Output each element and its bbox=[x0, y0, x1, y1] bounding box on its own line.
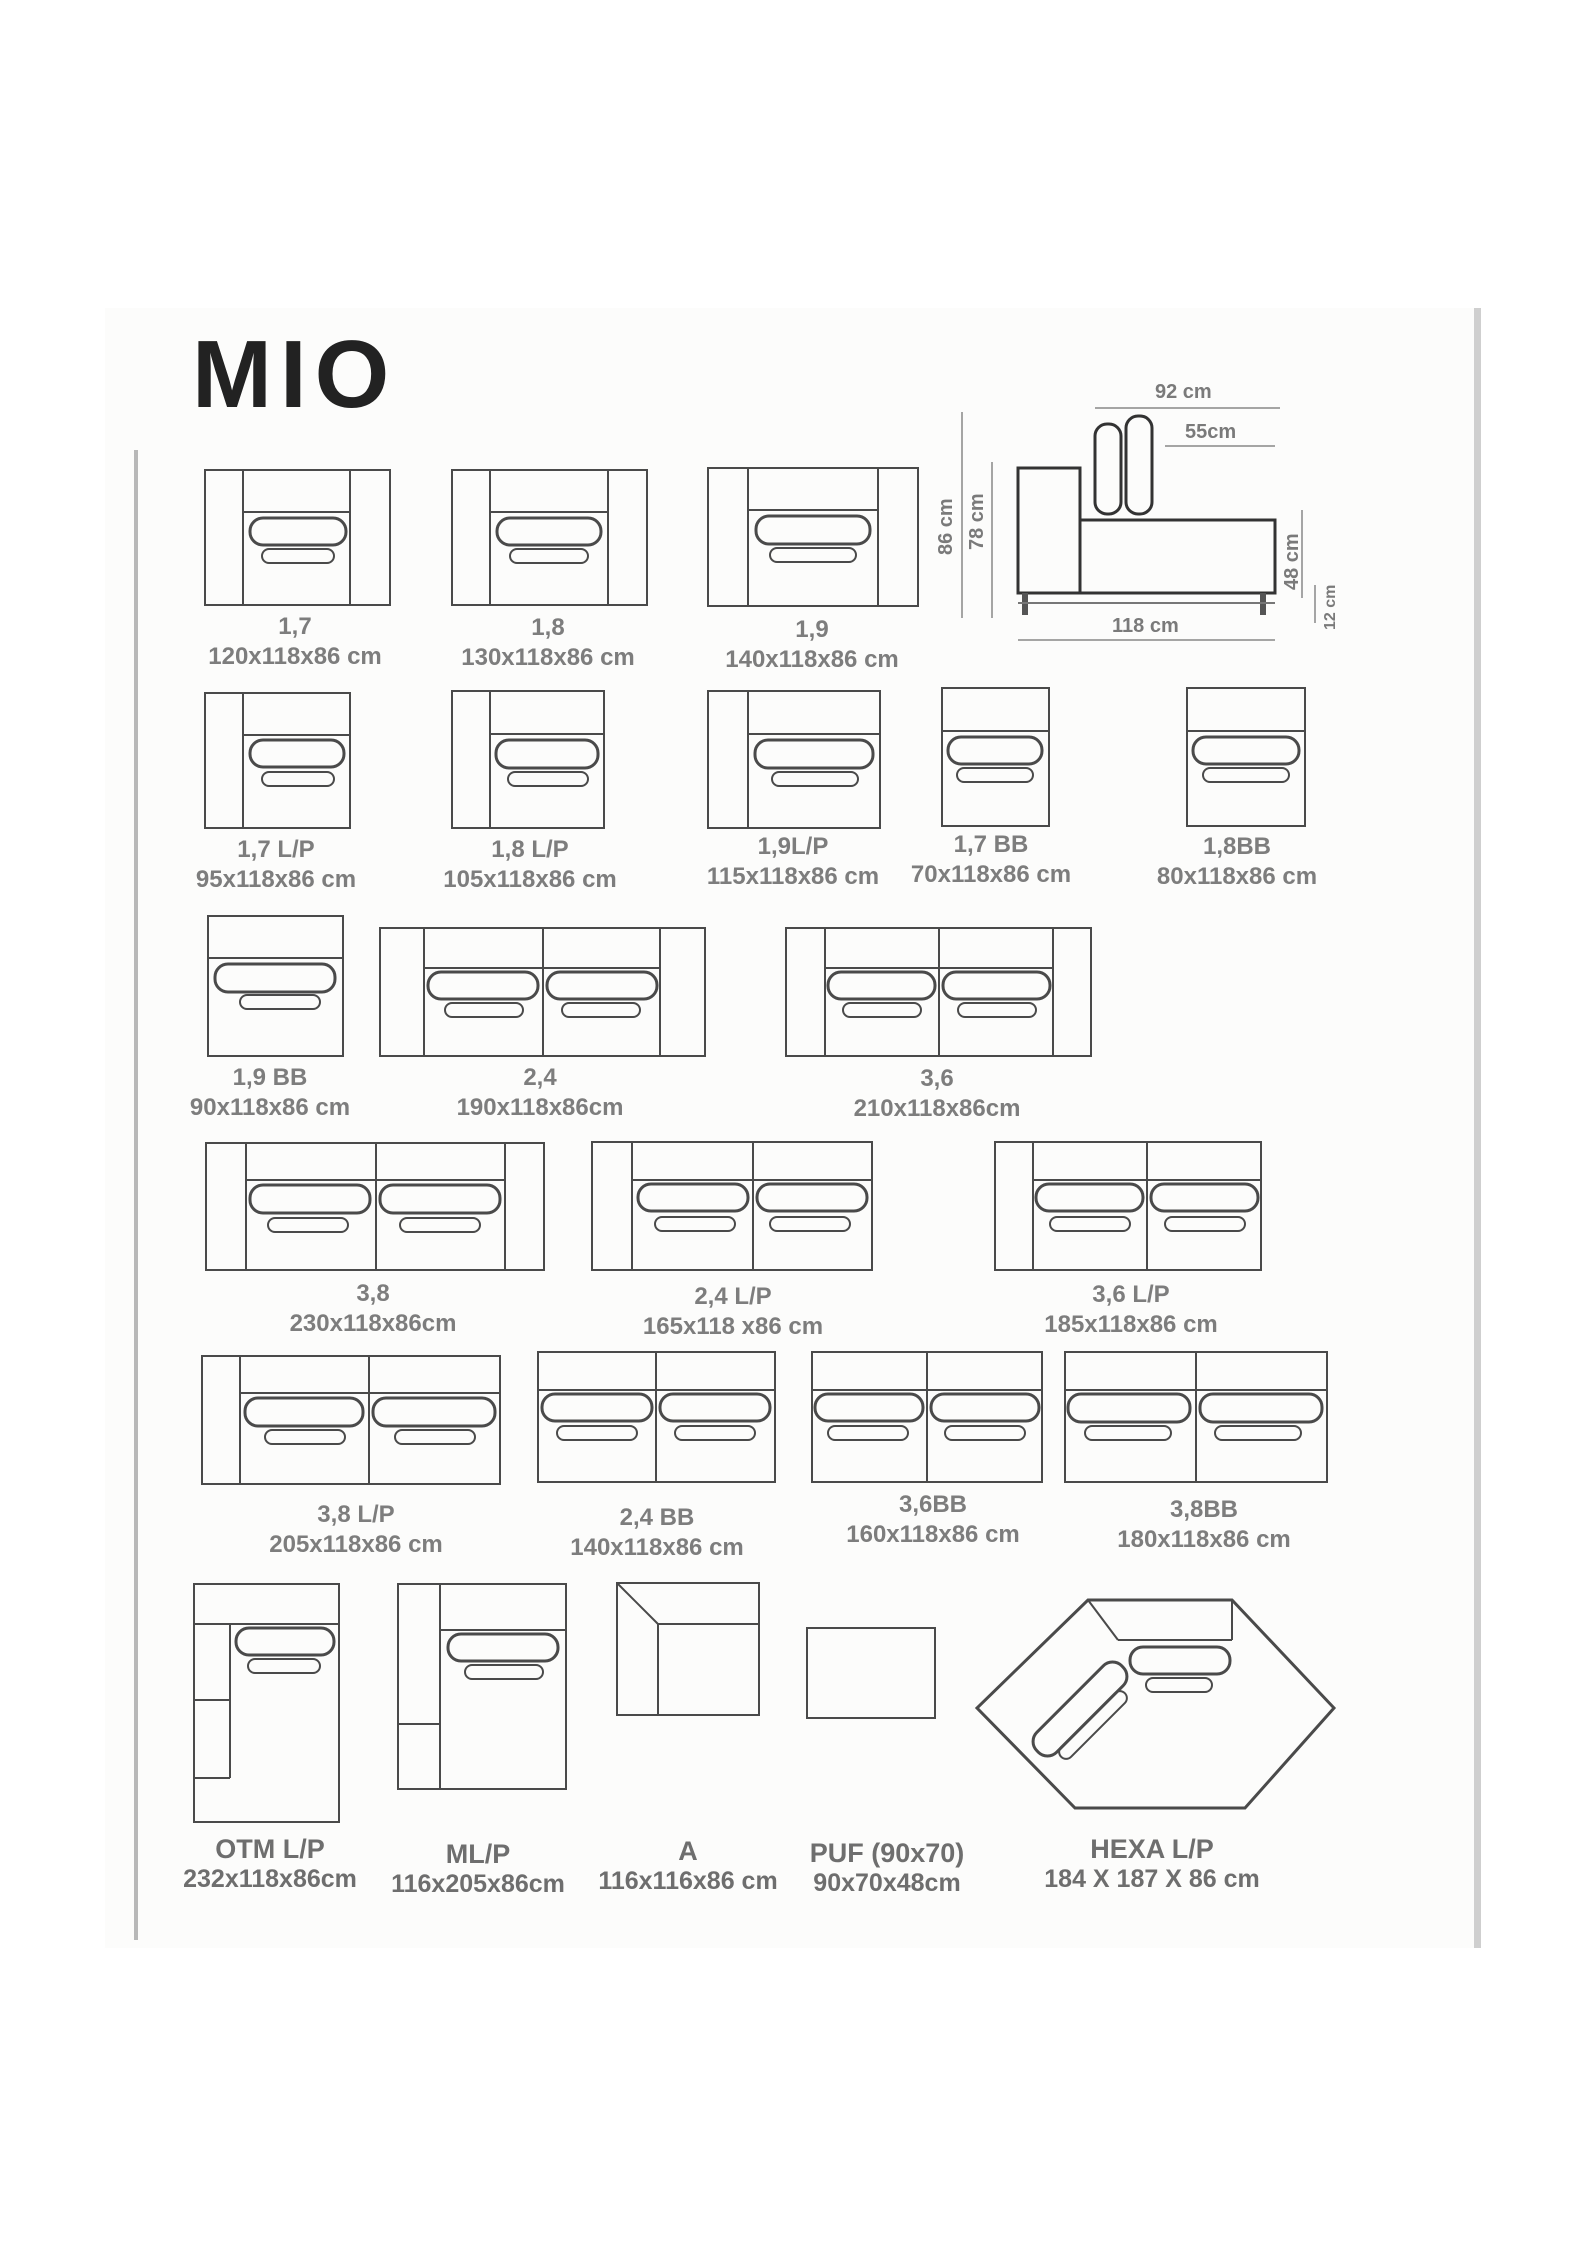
module-otm-lp-drawing bbox=[194, 1584, 339, 1822]
module-label: 1,7 L/P 95x118x86 cm bbox=[195, 836, 357, 893]
dim-seat-height: 48 cm bbox=[1281, 533, 1303, 590]
module-1-7-bb-drawing bbox=[942, 688, 1049, 826]
module-label: 1,9 BB 90x118x86 cm bbox=[189, 1064, 351, 1121]
module-3-8-lp-drawing bbox=[202, 1356, 500, 1484]
module-label: 2,4 190x118x86cm bbox=[456, 1064, 624, 1121]
module-1-8-drawing bbox=[452, 470, 647, 605]
module-label: 1,7 BB 70x118x86 cm bbox=[910, 831, 1072, 888]
module-1-8-lp-drawing bbox=[452, 691, 604, 828]
module-1-9-bb-drawing bbox=[208, 916, 343, 1056]
module-puf-drawing bbox=[807, 1628, 935, 1718]
module-1-7-lp-drawing bbox=[205, 693, 350, 828]
module-label: HEXA L/P 184 X 187 X 86 cm bbox=[1044, 1834, 1260, 1893]
module-1-9lp-drawing bbox=[708, 691, 880, 828]
module-label: A 116x116x86 cm bbox=[598, 1836, 778, 1895]
module-1-9-drawing bbox=[708, 468, 918, 606]
dim-back-cushion: 55cm bbox=[1185, 421, 1237, 443]
module-2-4-bb-drawing bbox=[538, 1352, 775, 1482]
module-3-6-lp-drawing bbox=[995, 1142, 1261, 1270]
dim-seat-depth: 92 cm bbox=[1155, 381, 1212, 403]
dim-height: 86 cm bbox=[935, 498, 957, 555]
module-label: 1,9L/P 115x118x86 cm bbox=[706, 833, 880, 890]
module-hexa-lp-drawing bbox=[977, 1600, 1334, 1808]
product-title: MIO bbox=[192, 321, 398, 428]
module-label: 1,7 120x118x86 cm bbox=[208, 613, 382, 670]
module-label: ML/P 116x205x86cm bbox=[391, 1839, 565, 1898]
module-3-6bb-drawing bbox=[812, 1352, 1042, 1482]
module-3-8-drawing bbox=[206, 1143, 544, 1270]
module-ml-lp-drawing bbox=[398, 1584, 566, 1789]
module-label: 3,8 230x118x86cm bbox=[289, 1280, 457, 1337]
module-label: 1,8 L/P 105x118x86 cm bbox=[443, 836, 617, 893]
module-label: 3,8 L/P 205x118x86 cm bbox=[269, 1501, 443, 1558]
module-label: 2,4 L/P 165x118 x86 cm bbox=[642, 1283, 824, 1340]
module-label: PUF (90x70) 90x70x48cm bbox=[809, 1838, 965, 1897]
dim-leg-height: 12 cm bbox=[1322, 584, 1339, 630]
module-label: 2,4 BB 140x118x86 cm bbox=[570, 1504, 744, 1561]
module-label: 1,9 140x118x86 cm bbox=[725, 616, 899, 673]
module-label: 3,6BB 160x118x86 cm bbox=[846, 1491, 1020, 1548]
module-label: 3,6 210x118x86cm bbox=[853, 1065, 1021, 1122]
module-1-8bb-drawing bbox=[1187, 688, 1305, 826]
dim-back-height: 78 cm bbox=[966, 493, 988, 550]
module-label: 1,8BB 80x118x86 cm bbox=[1156, 833, 1318, 890]
side-view-drawing bbox=[935, 381, 1339, 640]
dim-depth: 118 cm bbox=[1112, 615, 1179, 637]
module-label: 3,8BB 180x118x86 cm bbox=[1117, 1496, 1291, 1553]
module-2-4-drawing bbox=[380, 928, 705, 1056]
module-label: 1,8 130x118x86 cm bbox=[461, 614, 635, 671]
module-3-6-drawing bbox=[786, 928, 1091, 1056]
module-label: OTM L/P 232x118x86cm bbox=[183, 1834, 357, 1893]
module-a-drawing bbox=[617, 1583, 759, 1715]
module-3-8bb-drawing bbox=[1065, 1352, 1327, 1482]
module-1-7-drawing bbox=[205, 470, 390, 605]
module-label: 3,6 L/P 185x118x86 cm bbox=[1044, 1281, 1218, 1338]
module-2-4-lp-drawing bbox=[592, 1142, 872, 1270]
